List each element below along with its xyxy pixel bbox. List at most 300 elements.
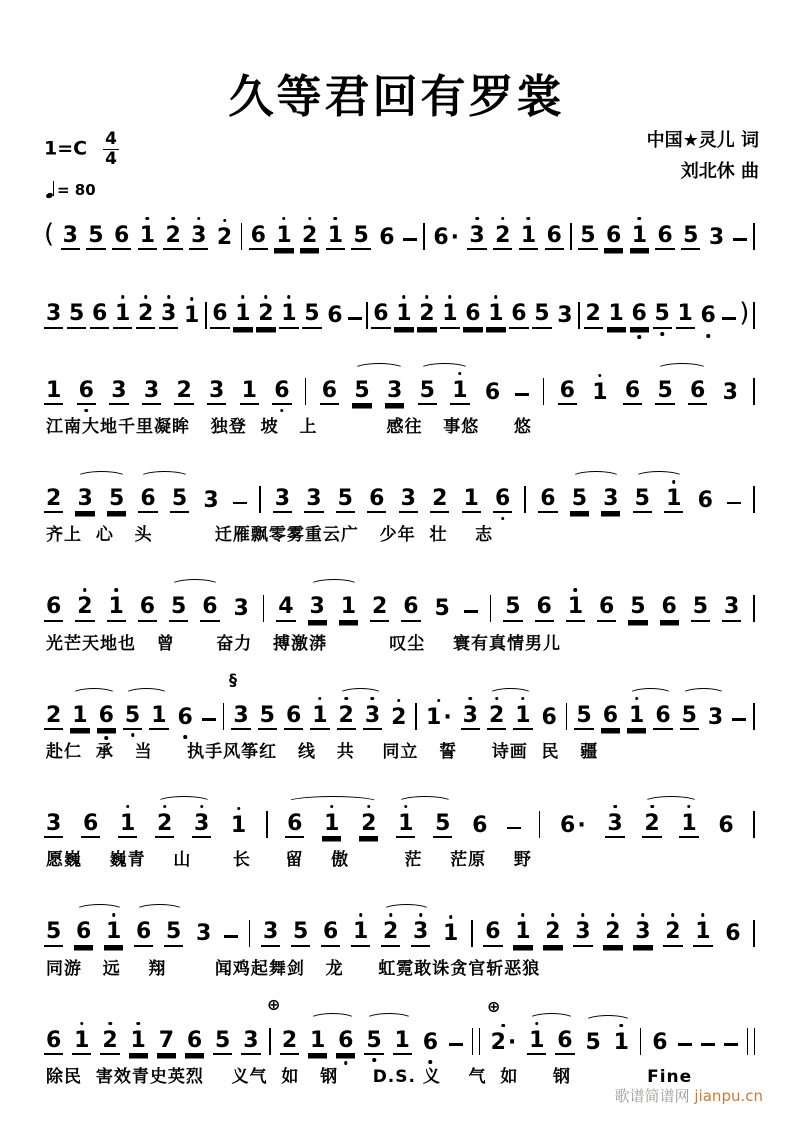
note: 2: [300, 223, 319, 250]
lyric-line: 光芒天地也 曾 奋力 搏激漭 叹尘 寰有真情男儿: [46, 633, 561, 654]
barline: [753, 811, 755, 838]
barline: [578, 302, 580, 329]
note: 5: [213, 1028, 232, 1055]
note: 5: [44, 919, 63, 946]
note: 6: [604, 223, 623, 250]
octave-dot-low: [637, 335, 641, 339]
note: 6: [285, 811, 304, 838]
system-6: [44, 669, 755, 762]
note: 5: [107, 486, 126, 513]
footer: [615, 1085, 763, 1106]
duration-dash: [449, 1043, 463, 1046]
duration-dash: [224, 935, 238, 938]
slur: [682, 688, 725, 700]
note: 6: [284, 703, 303, 730]
note: 5: [691, 594, 710, 621]
octave-dot-high: [171, 217, 175, 221]
note: 6: [660, 594, 679, 621]
note: 5: [585, 1029, 601, 1055]
note: 1: [486, 301, 505, 328]
note: 1: [627, 703, 646, 730]
duration-dash: [348, 317, 362, 320]
octave-dot-high: [521, 913, 525, 917]
duration-dash: [403, 238, 417, 241]
octave-dot-high: [282, 217, 286, 221]
parenthesis: ): [739, 297, 750, 328]
duration-dash: [507, 827, 521, 830]
duration-dash: [515, 393, 529, 396]
double-barline: [747, 1028, 755, 1055]
octave-dot-high: [237, 807, 241, 811]
octave-dot-high: [425, 295, 429, 299]
double-barline: [472, 1028, 480, 1055]
note: 6: [699, 303, 718, 328]
note: 6: [379, 224, 395, 250]
note: 1: [107, 594, 126, 621]
duration-dash: [678, 1043, 692, 1046]
note: 6: [655, 223, 674, 250]
note: 2: [417, 301, 436, 328]
parenthesis: (: [44, 219, 55, 249]
note: 5: [433, 811, 452, 838]
note: 7: [157, 1028, 176, 1055]
lyric-line: 江南大地千里凝眸 独登 坡 上 感往 事悠 悠: [46, 417, 532, 438]
octave-dot-high: [334, 217, 338, 221]
note: 2: [155, 811, 174, 838]
note: 2: [163, 223, 182, 250]
note: 3: [363, 703, 382, 730]
note: 5: [351, 223, 370, 250]
note: 3: [109, 378, 128, 405]
note: 4: [276, 594, 295, 621]
note: 5: [302, 301, 321, 328]
note: 6: [541, 704, 557, 730]
note: 2: [100, 1028, 119, 1055]
barline: [640, 1028, 642, 1055]
note: 6: [367, 486, 386, 513]
octave-dot-high: [264, 295, 268, 299]
note: 3: [261, 919, 280, 946]
note: 6: [138, 486, 157, 513]
note: 1: [566, 594, 585, 621]
octave-dot-high: [287, 295, 291, 299]
note: 1: [513, 703, 532, 730]
note: 5: [653, 301, 672, 328]
barline: [753, 595, 755, 622]
octave-dot-low: [85, 409, 89, 413]
note: 5: [570, 486, 589, 513]
note: 2: [75, 594, 94, 621]
octave-dot-low: [660, 332, 664, 336]
note: 1: [229, 813, 248, 838]
barline: [205, 302, 207, 329]
note: 5: [574, 703, 593, 730]
octave-dot-high: [144, 295, 148, 299]
note: 3: [196, 921, 212, 947]
note: 5: [291, 919, 310, 946]
note: 6: [484, 379, 501, 405]
note: 1: [393, 1028, 412, 1055]
notation-line: [44, 669, 755, 730]
barline: [753, 302, 755, 329]
note: 6: [74, 919, 93, 946]
slur: [171, 579, 219, 591]
barline: [753, 378, 755, 405]
note: 1: [440, 301, 459, 328]
note: 6: [421, 1030, 440, 1055]
octave-dot-high: [80, 1022, 84, 1026]
note: 3: [461, 703, 480, 730]
note: 6: [77, 378, 96, 405]
slur: [420, 363, 469, 375]
note: 1: [693, 919, 712, 946]
slur: [76, 904, 123, 916]
duration-dash: [722, 317, 736, 320]
note: 2: [389, 705, 408, 730]
note: 1: [149, 703, 168, 730]
barline: [263, 595, 265, 622]
octave-dot-high: [397, 699, 401, 703]
note: 2: [215, 225, 234, 250]
lyric-line: 赴仁 承 当 执手风筝红 线 共 同立 誓 诗画 民 疆: [46, 741, 599, 762]
octave-dot-high: [501, 217, 505, 221]
note: 1: [70, 703, 89, 730]
note: 3: [75, 486, 94, 513]
note: 1: [274, 223, 293, 250]
note: 6: [320, 378, 339, 405]
slur: [157, 796, 211, 808]
slur: [77, 471, 126, 483]
barline: [415, 703, 417, 730]
note: 1: [310, 703, 329, 730]
note: 6: [472, 812, 488, 838]
slur: [310, 1013, 355, 1025]
slur: [572, 471, 620, 483]
note: 6: [210, 301, 229, 328]
note: 1: [519, 223, 538, 250]
octave-dot-high: [598, 374, 602, 378]
augmentation-dot: ·: [450, 224, 459, 250]
slur: [310, 579, 358, 591]
octave-dot-high: [114, 588, 118, 592]
note: 5: [364, 1028, 383, 1055]
slur: [125, 688, 168, 700]
note: 5: [170, 486, 189, 513]
note: 3: [605, 811, 624, 838]
augmentation-dot: ·: [443, 704, 452, 730]
note: 2: [381, 919, 400, 946]
note: 3: [203, 488, 219, 514]
note: 1: [113, 301, 132, 328]
note: 6: [718, 812, 734, 838]
notation-line: [44, 348, 755, 405]
note: 5: [336, 486, 355, 513]
slur: [585, 1015, 631, 1027]
octave-dot-high: [581, 913, 585, 917]
note: 6: [327, 303, 343, 329]
barline: [543, 378, 545, 405]
duration-dash: [724, 1043, 738, 1046]
barline: [305, 378, 307, 405]
note: 1: [450, 378, 469, 405]
octave-dot-high: [701, 913, 705, 917]
note: 5: [352, 378, 371, 405]
note: 3: [707, 704, 724, 730]
slur: [136, 904, 183, 916]
note: 1: [233, 301, 252, 328]
note: 1: [44, 378, 63, 405]
note: 6: [538, 486, 557, 513]
octave-dot-high: [241, 295, 245, 299]
octave-dot-low: [280, 409, 284, 413]
octave-dot-low: [429, 1060, 433, 1064]
note: 3: [304, 486, 323, 513]
credits: [647, 126, 759, 187]
slur: [72, 688, 116, 700]
note: 5: [578, 223, 597, 250]
note: 1: [612, 1030, 631, 1055]
octave-dot-high: [223, 219, 227, 223]
octave-dot-high: [197, 217, 201, 221]
duration-dash: [733, 238, 747, 241]
note: 5: [680, 703, 699, 730]
octave-dot-high: [402, 295, 406, 299]
note: 2: [256, 301, 275, 328]
slur: [366, 1013, 412, 1025]
note: 1: [462, 486, 481, 513]
note: 5: [86, 223, 105, 250]
slur: [339, 688, 382, 700]
note: 1: [679, 811, 698, 838]
note: 5: [532, 301, 551, 328]
note: 1: [72, 1028, 91, 1055]
barline: [539, 811, 541, 838]
note: 5: [258, 703, 277, 730]
note: 3: [159, 301, 178, 328]
note: 6: [535, 594, 554, 621]
note: 2: [493, 223, 512, 250]
octave-dot-high: [121, 295, 125, 299]
barline: [524, 486, 526, 513]
note: 6: [545, 223, 564, 250]
note: 6: [138, 594, 157, 621]
site-url: jianpu.cn: [694, 1087, 763, 1105]
note: 3: [601, 486, 620, 513]
note: 3: [142, 378, 161, 405]
note: 1: [118, 811, 137, 838]
note: 3: [385, 378, 404, 405]
note: 6: [185, 1028, 204, 1055]
octave-dot-high: [83, 588, 87, 592]
note: 3: [44, 301, 63, 328]
note: 1: [527, 1028, 546, 1055]
note: 6: [463, 301, 482, 328]
composer-credit: 刘北休 曲: [680, 160, 759, 182]
system-9: [44, 994, 755, 1087]
note: 6: [630, 301, 649, 328]
barline: [266, 811, 268, 838]
octave-dot-low: [501, 517, 505, 521]
note: 5: [681, 223, 700, 250]
note: 3: [708, 224, 725, 250]
barline: [753, 920, 755, 947]
note: 6: [97, 703, 116, 730]
note: 6: [601, 703, 620, 730]
segno-mark: §: [229, 669, 237, 689]
note: 1·: [424, 705, 454, 730]
barline: [259, 486, 261, 513]
octave-dot-low: [372, 1058, 376, 1062]
system-1: [44, 190, 755, 250]
octave-dot-high: [449, 915, 453, 919]
note: 6: [44, 594, 63, 621]
note: 2: [370, 594, 389, 621]
note: 3: [241, 1028, 260, 1055]
note: 3: [44, 811, 63, 838]
note: 6: [623, 378, 642, 405]
barline: [570, 223, 572, 250]
note: 3: [467, 223, 486, 250]
barline: [241, 223, 243, 250]
note: 6: [336, 1028, 355, 1055]
octave-dot-low: [183, 735, 187, 739]
notation-line: [44, 564, 755, 621]
note: 1: [676, 301, 695, 328]
notation-line: [44, 190, 755, 250]
notation-line: [44, 889, 755, 946]
note: 2: [280, 1028, 299, 1055]
note: 3: [399, 486, 418, 513]
barline: [223, 703, 225, 730]
note: 1: [104, 919, 123, 946]
barline: [269, 1028, 271, 1055]
note: 2: [603, 919, 622, 946]
note: 1: [308, 1028, 327, 1055]
octave-dot-high: [448, 295, 452, 299]
note: 2·: [489, 1030, 519, 1055]
octave-dot-low: [344, 1061, 348, 1065]
lyricist-credit: 中国★灵儿 词: [646, 130, 759, 151]
meter-denominator: 4: [105, 148, 117, 169]
meter-numerator: 4: [105, 129, 117, 149]
notation-line: [44, 456, 755, 513]
note: 3: [573, 919, 592, 946]
slur: [529, 1013, 574, 1025]
slur: [398, 796, 452, 808]
coda-mark: ⊕: [487, 996, 501, 1016]
note: 1: [129, 1028, 148, 1055]
note: 3: [189, 223, 208, 250]
note: 6: [597, 594, 616, 621]
note: 1: [339, 594, 358, 621]
slur: [635, 471, 683, 483]
note: 5: [655, 378, 674, 405]
note: 1: [513, 919, 532, 946]
octave-dot-high: [167, 295, 171, 299]
note: 5: [633, 486, 652, 513]
note: 6: [134, 919, 153, 946]
tempo-value: = 80: [57, 181, 96, 199]
note: 6: [653, 703, 672, 730]
note: 2: [663, 919, 682, 946]
note: 3: [273, 486, 292, 513]
slur: [354, 363, 404, 375]
system-8: [44, 889, 755, 978]
barline: [249, 920, 251, 947]
slur: [629, 688, 672, 700]
note: 6: [509, 301, 528, 328]
note: 1: [322, 811, 341, 838]
note: 6: [697, 488, 713, 514]
barline: [753, 223, 755, 250]
note: 5: [67, 301, 86, 328]
note: 6: [555, 1028, 574, 1055]
system-2: [44, 269, 755, 329]
note: 6: [652, 1029, 668, 1055]
coda-mark: ⊕: [267, 994, 281, 1014]
note: 2: [543, 919, 562, 946]
duration-dash: [732, 718, 746, 721]
note: 6: [725, 921, 741, 947]
note: 1: [182, 303, 201, 328]
note: 6: [558, 378, 577, 405]
note: 1: [396, 811, 415, 838]
note: 2: [359, 811, 378, 838]
note: 2: [642, 811, 661, 838]
slur: [657, 363, 707, 375]
note: 6: [90, 301, 109, 328]
note: 6: [688, 378, 707, 405]
octave-dot-high: [308, 217, 312, 221]
augmentation-dot: ·: [577, 812, 586, 838]
note: 3: [231, 703, 250, 730]
note: 3: [722, 594, 741, 621]
note: 3: [633, 919, 652, 946]
note: 5: [164, 919, 183, 946]
note: 5: [418, 378, 437, 405]
note: 5: [434, 596, 450, 622]
note: 1: [279, 301, 298, 328]
note: 2: [174, 378, 193, 405]
octave-dot-high: [551, 913, 555, 917]
note: 3: [722, 379, 738, 405]
lyric-line: 同游 远 翔 闻鸡起舞剑 龙 虹霓敢诛贪官斩恶狼: [46, 958, 541, 979]
barline: [753, 486, 755, 513]
note: 6: [175, 705, 194, 730]
note: 6: [44, 1028, 63, 1055]
duration-dash: [202, 718, 216, 721]
note: 6: [321, 919, 340, 946]
octave-dot-low: [105, 736, 109, 740]
duration-dash: [701, 1043, 715, 1046]
slur: [383, 904, 430, 916]
lyric-line: 除民 害效青史英烈 义气 如 钢 D.S. 义 气 如 钢 Fine: [46, 1066, 693, 1087]
slur: [489, 688, 532, 700]
octave-dot-high: [494, 295, 498, 299]
note: 1: [394, 301, 413, 328]
octave-dot-high: [190, 297, 194, 301]
octave-dot-high: [469, 697, 473, 701]
octave-dot-high: [502, 1024, 506, 1028]
barline: [471, 920, 473, 947]
duration-dash: [727, 502, 741, 505]
key-signature: [44, 130, 119, 168]
octave-dot-high: [638, 217, 642, 221]
duration-dash: [233, 502, 247, 505]
system-5: [44, 564, 755, 653]
octave-dot-high: [611, 913, 615, 917]
note: 1: [351, 919, 370, 946]
